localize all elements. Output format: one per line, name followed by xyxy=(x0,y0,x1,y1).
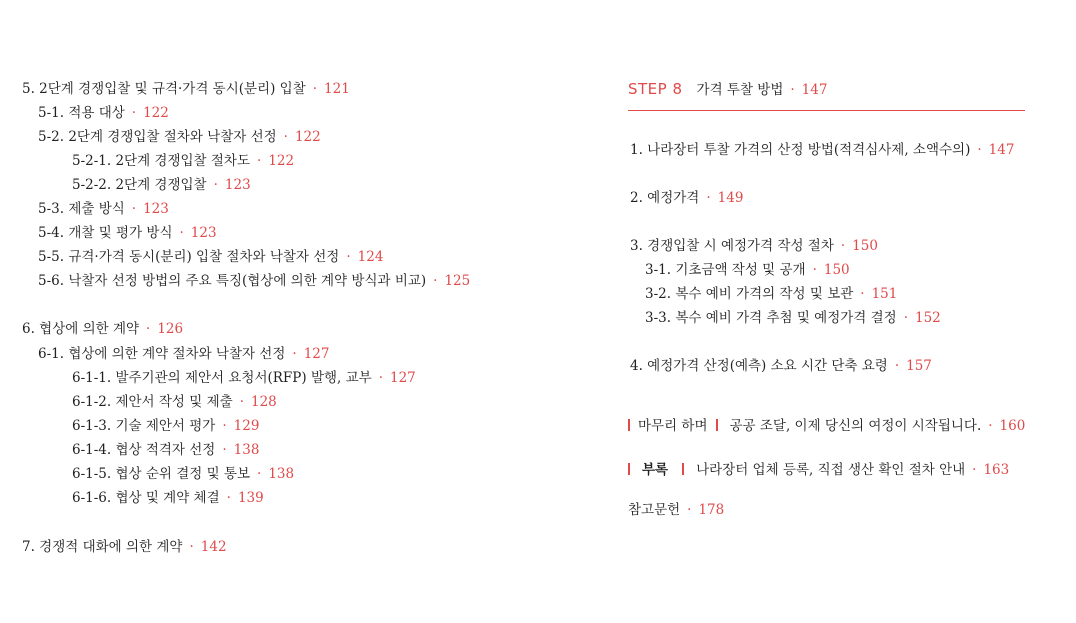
separator-dot: · xyxy=(226,490,231,506)
toc-entry[interactable] xyxy=(630,141,1014,159)
toc-entry[interactable] xyxy=(645,261,850,279)
separator-dot: · xyxy=(812,262,817,278)
toc-entry-title: 6-1. 협상에 의한 계약 절차와 낙찰자 선정 xyxy=(38,346,286,362)
toc-entry-title: 5-2-2. 2단계 경쟁입찰 xyxy=(72,177,207,193)
toc-page-number: 129 xyxy=(233,418,260,434)
step-divider xyxy=(628,110,1025,111)
separator-dot: · xyxy=(312,81,318,97)
toc-page-number: 139 xyxy=(237,490,264,506)
separator-dot: · xyxy=(239,394,244,410)
separator-dot: · xyxy=(131,105,137,121)
toc-entry-title: 4. 예정가격 산정(예측) 소요 시간 단축 요령 xyxy=(630,358,888,374)
toc-entry-title: 5-6. 낙찰자 선정 방법의 주요 특징(협상에 의한 계약 방식과 비교) xyxy=(38,273,427,289)
toc-page-number: 122 xyxy=(268,153,295,169)
toc-entry-title: 3-1. 기초금액 작성 및 공개 xyxy=(645,262,806,278)
toc-entry-title: 5-2-1. 2단계 경쟁입찰 절차도 xyxy=(72,153,251,169)
separator-dot: · xyxy=(433,273,438,289)
toc-page-number: 126 xyxy=(157,321,184,337)
toc-entry-title: 5-1. 적용 대상 xyxy=(38,105,125,121)
toc-entry[interactable] xyxy=(72,152,294,170)
separator-dot: · xyxy=(790,82,795,98)
toc-entry-title: 5-2. 2단계 경쟁입찰 절차와 낙찰자 선정 xyxy=(38,129,277,145)
toc-page-number: 123 xyxy=(224,177,251,193)
toc-entry[interactable] xyxy=(22,538,227,556)
toc-page-number: 151 xyxy=(871,286,898,302)
toc-entry-title: 참고문헌 xyxy=(628,502,681,518)
step-label: STEP 8 xyxy=(628,80,683,98)
separator-dot: · xyxy=(222,442,227,458)
toc-page-number: 150 xyxy=(852,238,878,254)
separator-dot: · xyxy=(903,310,908,326)
toc-page-number: 157 xyxy=(906,358,932,374)
toc-entry[interactable] xyxy=(72,489,264,507)
toc-page-number: 123 xyxy=(143,201,169,217)
toc-entry-title: 2. 예정가격 xyxy=(630,190,700,206)
toc-entry-title: 6-1-2. 제안서 작성 및 제출 xyxy=(72,394,233,410)
toc-page-number: 122 xyxy=(143,105,169,121)
toc-page-number: 127 xyxy=(303,346,330,362)
references-entry[interactable] xyxy=(628,501,724,519)
closing-label: 마무리 하며 xyxy=(638,418,708,434)
separator-dot: · xyxy=(283,129,288,145)
toc-entry[interactable] xyxy=(72,176,251,194)
toc-entry[interactable] xyxy=(630,237,878,255)
toc-entry[interactable] xyxy=(22,320,183,338)
separator-dot: · xyxy=(292,346,297,362)
toc-page-number: 138 xyxy=(268,466,295,482)
toc-page-number: 149 xyxy=(717,190,744,206)
toc-page-number: 163 xyxy=(983,462,1010,478)
toc-page-number: 142 xyxy=(200,539,227,555)
toc-entry[interactable] xyxy=(38,345,329,363)
toc-entry[interactable] xyxy=(38,248,383,266)
separator-dot: · xyxy=(988,418,993,434)
toc-entry-title: 6-1-4. 협상 적격자 선정 xyxy=(72,442,216,458)
separator-dot: · xyxy=(213,177,218,193)
separator-dot: · xyxy=(189,539,194,555)
separator-dot: · xyxy=(146,321,151,337)
toc-entry-title: 5. 2단계 경쟁입찰 및 규격·가격 동시(분리) 입찰 xyxy=(22,81,306,97)
accent-bar xyxy=(682,463,684,475)
step-title: 가격 투찰 방법 xyxy=(696,82,784,98)
toc-page-number: 123 xyxy=(190,225,217,241)
separator-dot: · xyxy=(860,286,865,302)
toc-entry-title: 6. 협상에 의한 계약 xyxy=(22,321,140,337)
step-heading[interactable] xyxy=(628,79,827,100)
toc-entry[interactable] xyxy=(72,465,294,483)
toc-entry-title: 3. 경쟁입찰 시 예정가격 작성 절차 xyxy=(630,238,834,254)
toc-entry-title: 6-1-1. 발주기관의 제안서 요청서(RFP) 발행, 교부 xyxy=(72,370,372,386)
closing-entry[interactable] xyxy=(628,417,1025,435)
toc-entry-title: 3-3. 복수 예비 가격 추첨 및 예정가격 결정 xyxy=(645,310,897,326)
toc-entry-title: 6-1-6. 협상 및 계약 체결 xyxy=(72,490,220,506)
separator-dot: · xyxy=(131,201,137,217)
toc-page-number: 178 xyxy=(698,502,725,518)
separator-dot: · xyxy=(706,190,711,206)
toc-entry[interactable] xyxy=(630,189,743,207)
separator-dot: · xyxy=(977,142,982,158)
toc-page-number: 127 xyxy=(390,370,416,386)
toc-entry-title: 5-4. 개찰 및 평가 방식 xyxy=(38,225,173,241)
separator-dot: · xyxy=(222,418,227,434)
toc-entry[interactable] xyxy=(38,104,169,122)
toc-entry-title: 6-1-3. 기술 제안서 평가 xyxy=(72,418,216,434)
toc-page-number: 160 xyxy=(999,418,1026,434)
toc-page-number: 121 xyxy=(324,81,350,97)
toc-entry[interactable] xyxy=(72,417,259,435)
separator-dot: · xyxy=(840,238,846,254)
separator-dot: · xyxy=(972,462,977,478)
toc-page-number: 147 xyxy=(801,82,828,98)
toc-page-number: 128 xyxy=(250,394,277,410)
separator-dot: · xyxy=(378,370,383,386)
toc-entry-title: 5-5. 규격·가격 동시(분리) 입찰 절차와 낙찰자 선정 xyxy=(38,249,340,265)
toc-entry-title: 5-3. 제출 방식 xyxy=(38,201,125,217)
separator-dot: · xyxy=(179,225,184,241)
toc-page-number: 124 xyxy=(357,249,384,265)
toc-entry[interactable] xyxy=(38,128,321,146)
toc-entry-title: 3-2. 복수 예비 가격의 작성 및 보관 xyxy=(645,286,854,302)
toc-entry-title: 공공 조달, 이제 당신의 여정이 시작됩니다. xyxy=(729,418,982,434)
toc-entry-title: 나라장터 업체 등록, 직접 생산 확인 절차 안내 xyxy=(696,462,966,478)
accent-bar xyxy=(716,419,718,431)
toc-entry-title: 1. 나라장터 투찰 가격의 산정 방법(적격심사제, 소액수의) xyxy=(630,142,971,158)
accent-bar xyxy=(628,419,630,431)
separator-dot: · xyxy=(894,358,900,374)
toc-entry[interactable] xyxy=(38,272,470,290)
toc-page-number: 150 xyxy=(823,262,850,278)
separator-dot: · xyxy=(687,502,692,518)
separator-dot: · xyxy=(257,153,262,169)
toc-entry[interactable] xyxy=(72,369,416,387)
toc-entry[interactable] xyxy=(22,80,350,98)
appendix-label: 부록 xyxy=(642,462,669,478)
toc-entry[interactable] xyxy=(38,200,169,218)
toc-entry[interactable] xyxy=(38,224,217,242)
toc-entry[interactable] xyxy=(645,285,897,303)
toc-page-number: 147 xyxy=(988,142,1015,158)
toc-page-number: 122 xyxy=(294,129,321,145)
toc-page-number: 125 xyxy=(444,273,471,289)
separator-dot: · xyxy=(257,466,262,482)
toc-page-number: 138 xyxy=(233,442,260,458)
accent-bar xyxy=(628,463,630,475)
toc-entry-title: 7. 경쟁적 대화에 의한 계약 xyxy=(22,539,183,555)
toc-page-number: 152 xyxy=(914,310,941,326)
separator-dot: · xyxy=(346,249,351,265)
toc-entry[interactable] xyxy=(645,309,941,327)
toc-entry[interactable] xyxy=(630,357,932,375)
toc-entry[interactable] xyxy=(72,393,277,411)
appendix-entry[interactable] xyxy=(628,461,1009,479)
toc-entry[interactable] xyxy=(72,441,259,459)
toc-entry-title: 6-1-5. 협상 순위 결정 및 통보 xyxy=(72,466,251,482)
